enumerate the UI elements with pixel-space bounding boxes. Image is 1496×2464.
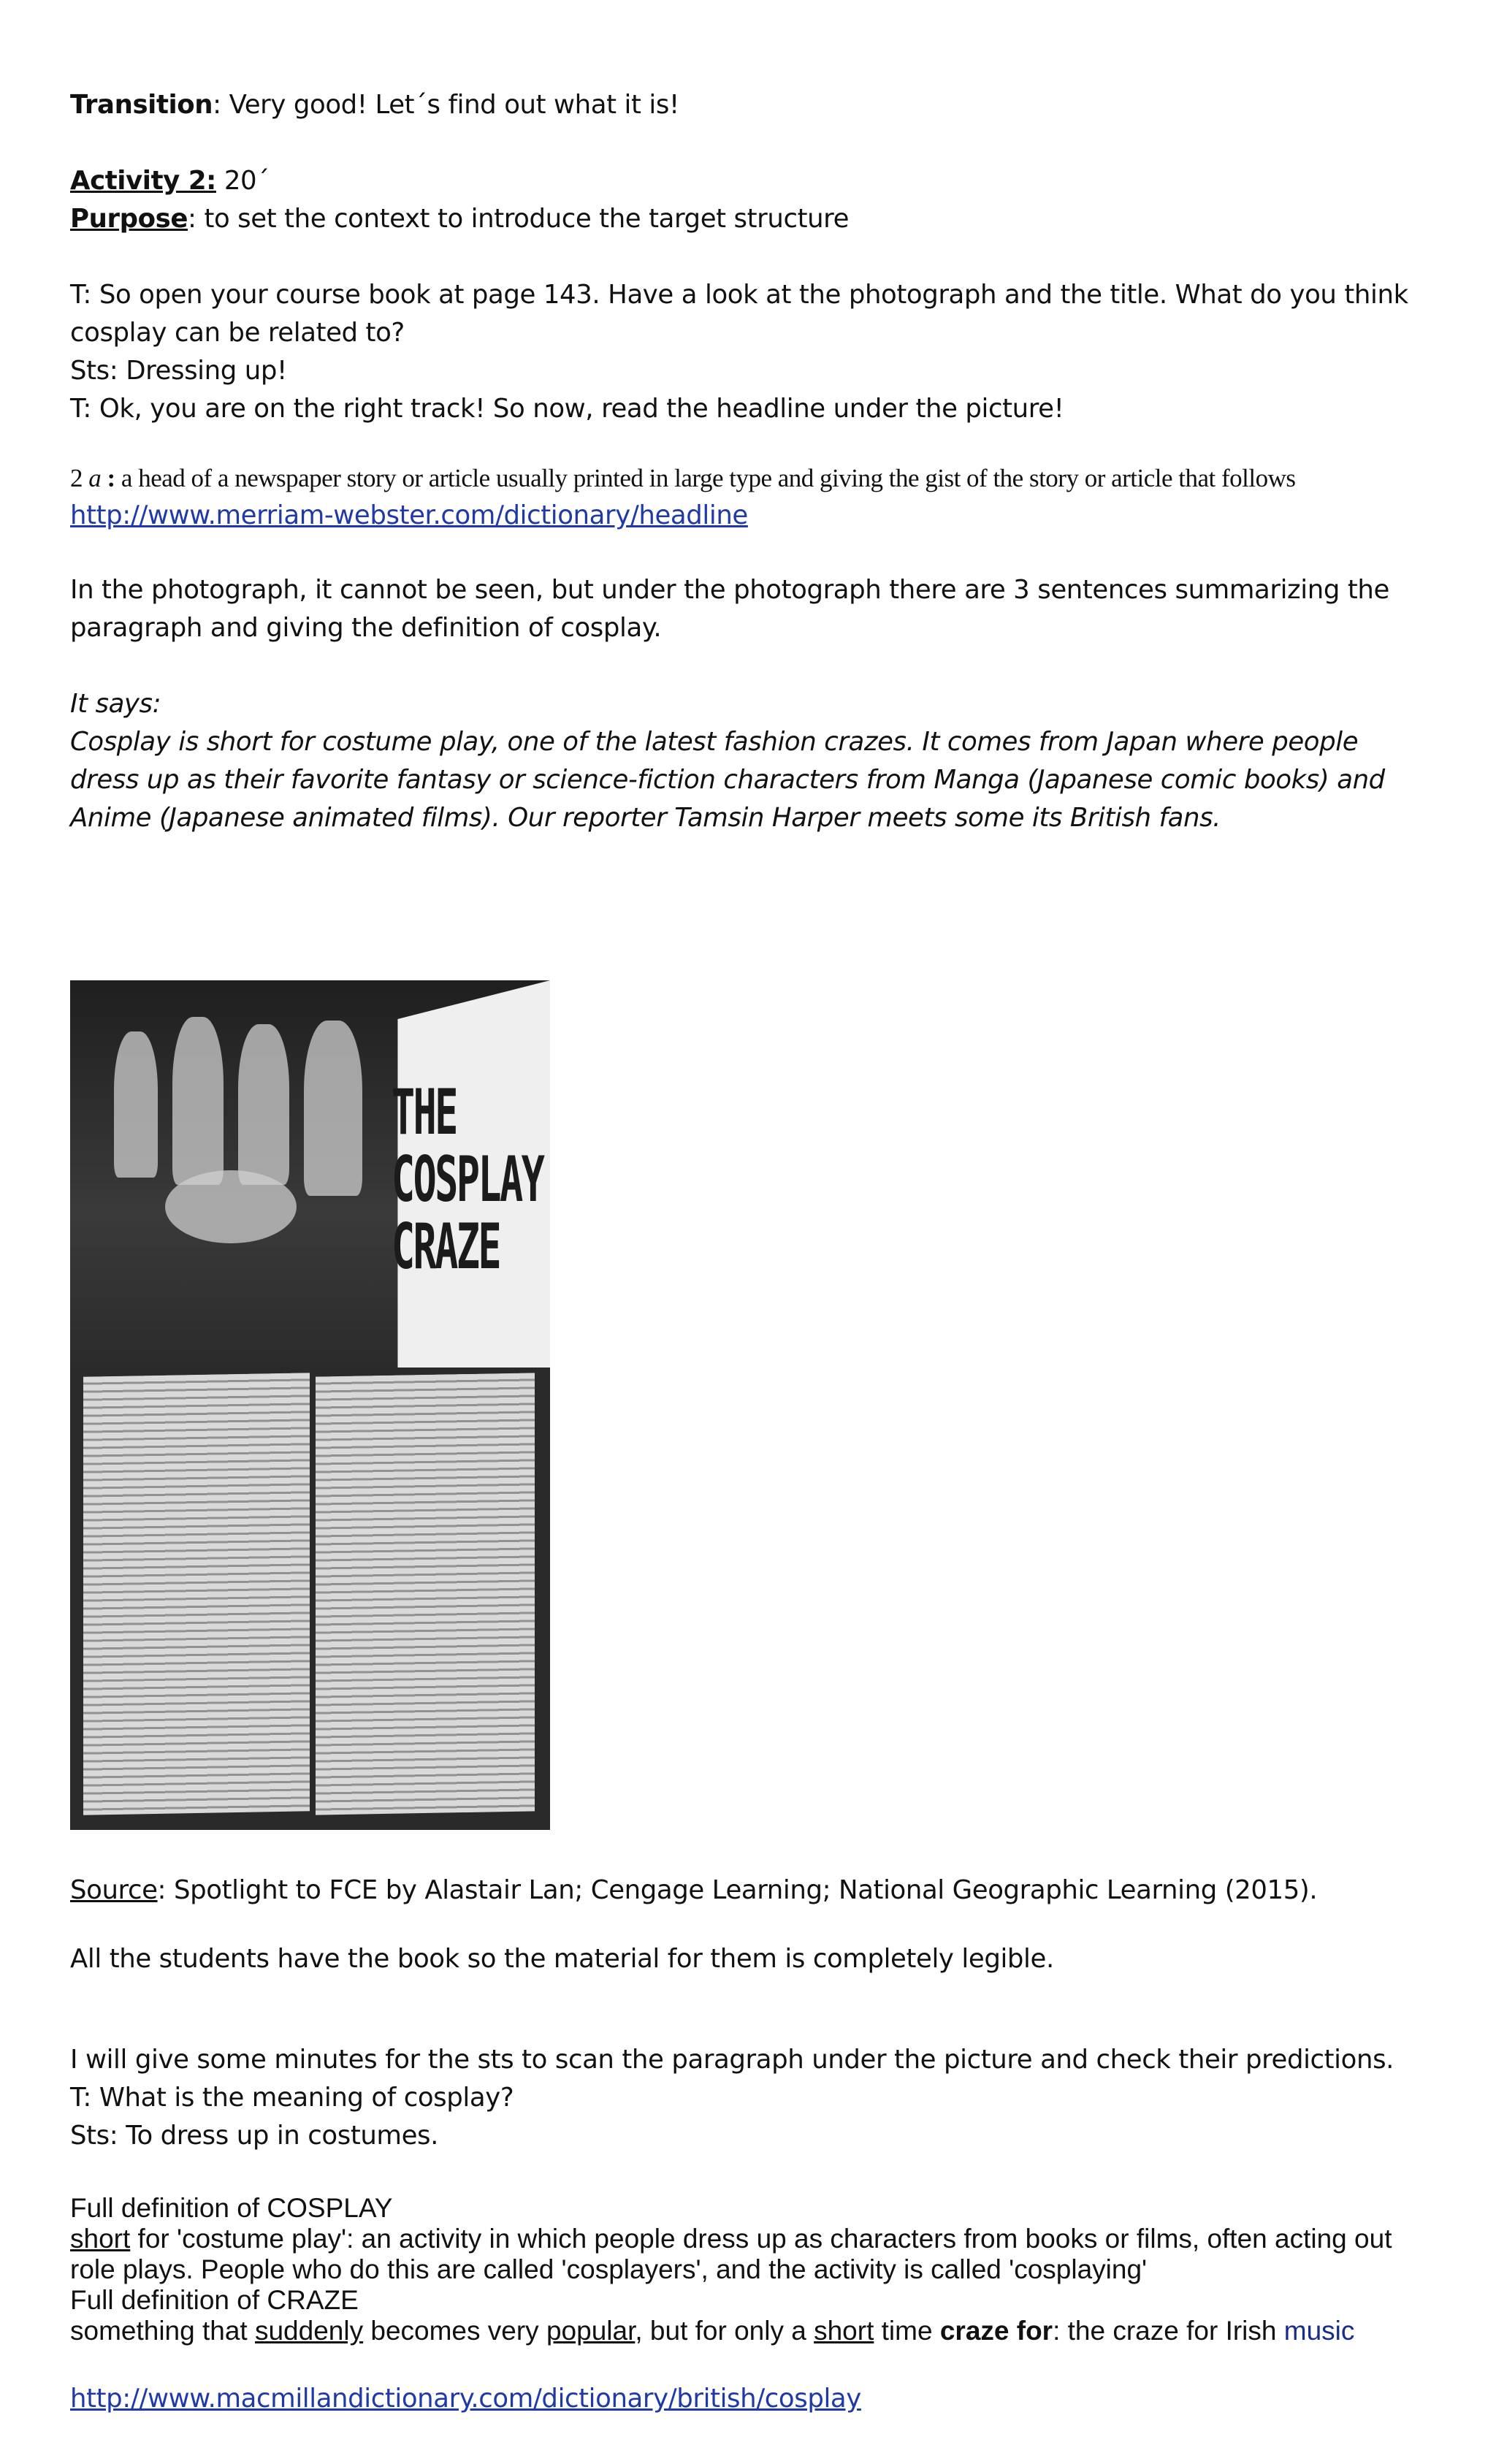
craze-definition-text: something that suddenly becomes very popular, but for only a short time craze for: the craze for Irish music xyxy=(70,2316,1355,2346)
activity-time: 20´ xyxy=(215,166,270,196)
cosplayer-figures xyxy=(99,1002,377,1243)
short-link[interactable]: short xyxy=(814,2316,874,2346)
dialogue-teacher-2: T: Ok, you are on the right track! So now, read the headline under the picture! xyxy=(70,394,1064,424)
merriam-webster-link[interactable]: http://www.merriam-webster.com/dictionary/headline xyxy=(70,500,748,530)
quote-intro: It says: xyxy=(70,689,161,719)
purpose-line xyxy=(70,200,1429,238)
source-text: : Spotlight to FCE by Alastair Lan; Cengage Learning; National Geographic Learning (2015). xyxy=(157,1875,1318,1905)
sense-letter: a xyxy=(88,464,102,492)
popular-link[interactable]: popular xyxy=(546,2316,636,2346)
dialogue-students-2: Sts: To dress up in costumes. xyxy=(70,2121,439,2151)
article-columns xyxy=(83,1375,536,1813)
photo-note: In the photograph, it cannot be seen, but under the photograph there are 3 sentences summarizing the paragraph and giving the definition of cosplay. xyxy=(70,575,1389,643)
dialogue-students-1: Sts: Dressing up! xyxy=(70,356,287,386)
dialogue-teacher-3: T: What is the meaning of cosplay? xyxy=(70,2083,514,2113)
craze-for-phrase: craze for xyxy=(939,2316,1053,2346)
transition-line xyxy=(70,86,1429,124)
purpose-text: : to set the context to introduce the target structure xyxy=(188,204,850,234)
activity-label: Activity 2: xyxy=(70,166,216,196)
dialogue-teacher-1: T: So open your course book at page 143. Have a look at the photograph and the title. What do you think cosplay can be related to? xyxy=(70,280,1408,348)
transition-text: : Very good! Let´s find out what it is! xyxy=(213,90,679,120)
photo-title: THE COSPLAY CRAZE xyxy=(392,1076,543,1284)
macmillan-link-line xyxy=(70,2380,1429,2418)
scan-instruction: I will give some minutes for the sts to scan the paragraph under the picture and check their predictions. xyxy=(70,2045,1394,2075)
magazine-photo xyxy=(70,980,550,1830)
quote-text: Cosplay is short for costume play, one of the latest fashion crazes. It comes from Japan where people dress up as their favorite fantasy or science-fiction characters from Manga (Japanese comic books) and Anime (Japanese animated films). Our reporter Tamsin Harper meets some its British fans. xyxy=(70,727,1385,833)
merriam-webster-link-line xyxy=(70,497,1429,535)
cosplay-definition-heading: Full definition of COSPLAY xyxy=(70,2193,393,2223)
article-column-right xyxy=(316,1373,535,1815)
macmillan-link[interactable]: http://www.macmillandictionary.com/dictionary/british/cosplay xyxy=(70,2384,861,2414)
source-line xyxy=(70,1872,1429,1910)
craze-definition-heading: Full definition of CRAZE xyxy=(70,2285,359,2315)
short-word-link[interactable]: short xyxy=(70,2224,131,2254)
music-link[interactable]: music xyxy=(1283,2316,1355,2346)
source-label: Source xyxy=(70,1875,158,1905)
article-column-left xyxy=(83,1373,310,1815)
purpose-label: Purpose xyxy=(70,204,188,234)
suddenly-link[interactable]: suddenly xyxy=(254,2316,364,2346)
activity-line xyxy=(70,162,1429,200)
transition-label: Transition xyxy=(70,90,213,120)
headline-definition: 2 a : a head of a newspaper story or article usually printed in large type and giving the gist of the story or article that follows xyxy=(70,464,1296,492)
legibility-note: All the students have the book so the material for them is completely legible. xyxy=(70,1944,1054,1974)
cosplay-definition-text: short for 'costume play': an activity in which people dress up as characters from books or films, often acting out role plays. People who do this are called 'cosplayers', and the activity is called 'cosplaying' xyxy=(70,2224,1392,2284)
